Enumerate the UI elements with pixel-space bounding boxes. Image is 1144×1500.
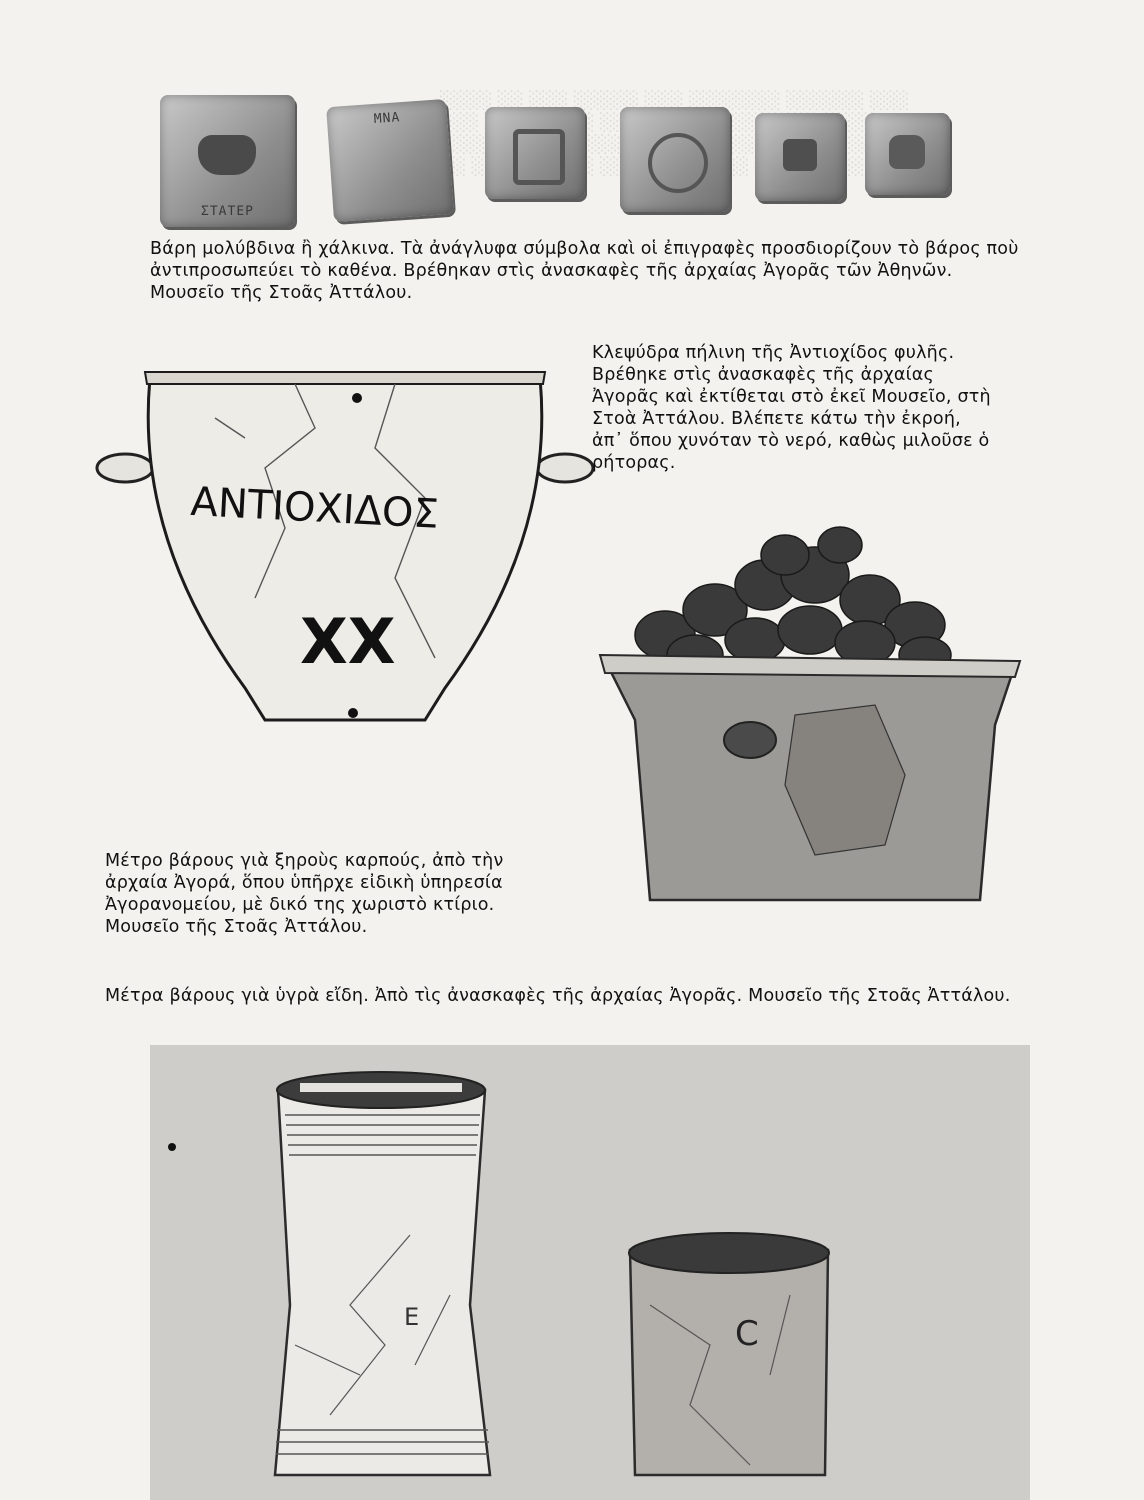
weights-photo bbox=[150, 85, 930, 235]
bleed-through-text: ░░░░ ░░ ░░░ ░░░░░ ░░░ ░░░░░░░ ░░░░░░ ░░░ ░░░ ░░░░ ░░░░░ ░░░░░░ ░░░░░ ░░ ░░░ bbox=[440, 91, 910, 177]
weight-inscription: ΣΤΑΤΕΡ bbox=[201, 204, 254, 219]
klepsydra-mark: ΧΧ bbox=[300, 605, 396, 678]
weight-relief-symbol bbox=[889, 135, 925, 169]
caption-weights: Βάρη μολύβδινα ἢ χάλκινα. Τὰ ἀνάγλυφα σύμβολα καὶ οἱ ἐπιγραφὲς προσδιορίζουν τὸ βάρος ποὺ ἀντιπροσωπεύει τὸ καθένα. Βρέθηκαν στὶς ἀνασκαφὲς τῆς ἀρχαίας Ἀγορᾶς τῶν Ἀθηνῶν. Μουσεῖο τῆς Στοᾶς Ἀττάλου. bbox=[150, 239, 1019, 303]
weight-5 bbox=[755, 113, 845, 201]
weight-stater bbox=[160, 95, 295, 227]
weight-relief-symbol bbox=[648, 133, 708, 193]
weight-3 bbox=[485, 107, 585, 199]
klepsydra-handle-left bbox=[97, 454, 153, 482]
nuts-heap bbox=[635, 527, 951, 675]
small-measure-body bbox=[630, 1250, 828, 1475]
klepsydra-rim bbox=[145, 372, 545, 384]
klepsydra-handle-right bbox=[537, 454, 593, 482]
weight-inscription: ΜΝΑ bbox=[373, 110, 401, 128]
klepsydra-inscription: ΑΝΤΙΟΧΙΔΟΣ bbox=[189, 478, 440, 538]
caption-dry-measure: Μέτρο βάρους γιὰ ξηροὺς καρπούς, ἀπὸ τὴν ἀρχαία Ἀγορά, ὅπου ὑπῆρχε εἰδικὴ ὑπηρεσία Ἀγορανομείου, μὲ δικό της χωριστὸ κτίριο. Μουσεῖο τῆς Στοᾶς Ἀττάλου. bbox=[105, 851, 504, 937]
klepsydra-rim-mark bbox=[352, 393, 362, 403]
klepsydra-photo bbox=[95, 358, 595, 748]
weight-relief-symbol bbox=[513, 129, 565, 185]
weight-6 bbox=[865, 113, 950, 195]
liquid-measures-photo bbox=[150, 1045, 1030, 1500]
large-measure-body bbox=[275, 1090, 490, 1475]
vessel-spout-hole bbox=[724, 722, 776, 758]
large-measure-crossbar bbox=[300, 1083, 462, 1092]
weight-relief-symbol bbox=[198, 135, 256, 175]
weight-relief-symbol bbox=[783, 139, 817, 171]
weight-4 bbox=[620, 107, 730, 212]
klepsydra-outflow-hole bbox=[348, 708, 358, 718]
vessel-rim bbox=[600, 655, 1020, 677]
large-measure-letter: Ε bbox=[404, 1303, 420, 1331]
liquid-measure-large bbox=[275, 1072, 490, 1475]
dry-measure-photo bbox=[585, 515, 1040, 930]
liquid-measure-small bbox=[629, 1233, 829, 1475]
small-measure-letter: C bbox=[735, 1314, 759, 1354]
caption-klepsydra: Κλεψύδρα πήλινη τῆς Ἀντιοχίδος φυλῆς. Βρέθηκε στὶς ἀνασκαφὲς τῆς ἀρχαίας Ἀγορᾶς καὶ ἐκτίθεται στὸ ἐκεῖ Μουσεῖο, στὴ Στοὰ Ἀττάλου. Βλέπετε κάτω τὴν ἐκροή, ἀπ᾽ ὅπου χυνόταν τὸ νερό, καθὼς μιλοῦσε ὁ ρήτορας. bbox=[592, 343, 991, 473]
caption-liquid-measures: Μέτρα βάρους γιὰ ὑγρὰ εἴδη. Ἀπὸ τὶς ἀνασκαφὲς τῆς ἀρχαίας Ἀγορᾶς. Μουσεῖο τῆς Στοᾶς Ἀττάλου. bbox=[105, 986, 1011, 1006]
weight-mna bbox=[326, 99, 454, 222]
photo-dust-spot bbox=[168, 1143, 176, 1151]
small-measure-mouth bbox=[629, 1233, 829, 1273]
